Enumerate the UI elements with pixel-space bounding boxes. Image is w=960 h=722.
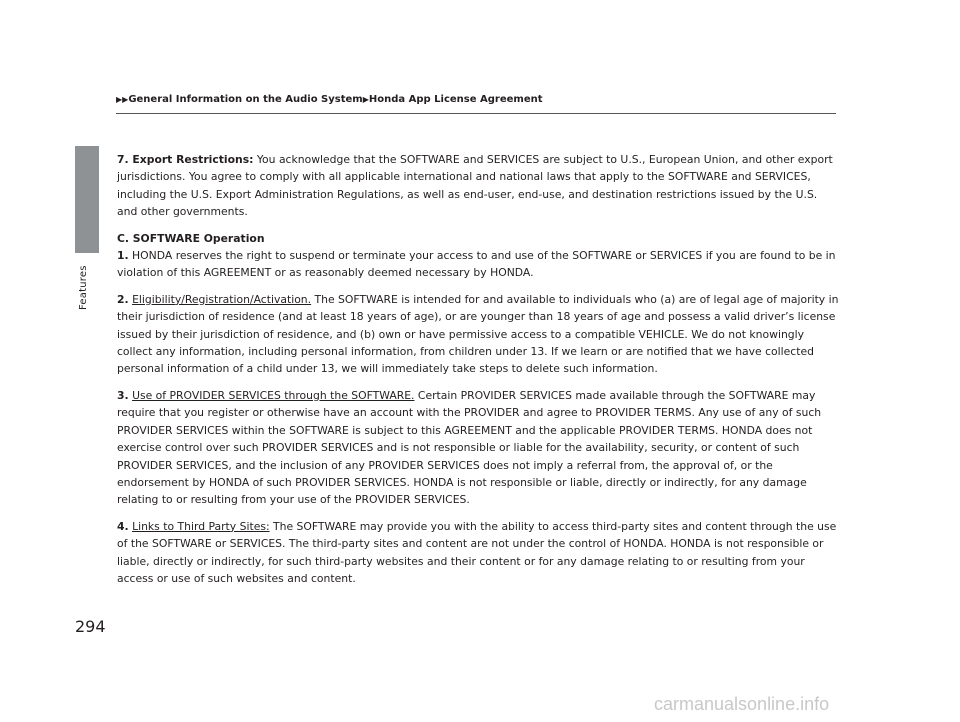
section-c4: 4. Links to Third Party Sites: The SOFTWARE may provide you with the ability to access third-party sites and content through the use of the SOFTWARE or SERVICES. The third-party sites and content are not under the control of HONDA. HONDA is not responsible or liable, directly or indirectly, for such third-party websites and their content or for any damage relating to or resulting from your access or use of such websites and content. — [117, 519, 837, 585]
section-label: Features — [78, 265, 89, 310]
provider-services-link: Use of PROVIDER SERVICES through the SOFTWARE. — [132, 388, 415, 402]
third-party-link: Links to Third Party Sites: — [132, 519, 270, 533]
breadcrumb — [116, 94, 543, 105]
section-tab — [75, 146, 99, 253]
breadcrumb-separator-icon: ▶ — [362, 94, 369, 104]
watermark: carmanualsonline.info — [654, 694, 830, 714]
section-heading: C. SOFTWARE Operation — [117, 231, 265, 245]
breadcrumb-arrow-icon: ▶▶ — [116, 94, 129, 104]
breadcrumb-level2[interactable]: Honda App License Agreement — [368, 94, 543, 105]
section-7: 7. Export Restrictions: You acknowledge that the SOFTWARE and SERVICES are subject to U.S., European Union, and other export jurisdictions. You agree to comply with all applicable international and national laws that apply to the SOFTWARE and SERVICES, including the U.S. Export Administration Regulations, as well as end-user, end-use, and destination restrictions issued by the U.S. and other governments. — [117, 153, 833, 219]
page-number: 294 — [75, 617, 106, 636]
document-body — [117, 151, 839, 596]
eligibility-link: Eligibility/Registration/Activation. — [132, 292, 312, 306]
header-divider — [116, 113, 836, 114]
section-c3: 3. Use of PROVIDER SERVICES through the SOFTWARE. Certain PROVIDER SERVICES made available through the SOFTWARE may require that you register or otherwise have an account with the PROVIDER and agree to PROVIDER TERMS. Any use of any of such PROVIDER SERVICES within the SOFTWARE is subject to this AGREEMENT and the applicable PROVIDER TERMS. HONDA does not exercise control over such PROVIDER SERVICES and is not responsible or liable for the availability, security, or content of such PROVIDER SERVICES, and the inclusion of any PROVIDER SERVICES does not imply a referral from, the approval of, or the endorsement by HONDA of such PROVIDER SERVICES. HONDA is not responsible or liable, directly or indirectly, for any damage relating to or resulting from your use of the PROVIDER SERVICES. — [117, 388, 822, 507]
section-c2: 2. Eligibility/Registration/Activation. The SOFTWARE is intended for and available to individuals who (a) are of legal age of majority in their jurisdiction of residence (and at least 18 years of age), or are younger than 18 years of age and possess a valid driver’s license issued by their jurisdiction of residence, and (b) own or have permissive access to a compatible VEHICLE. We do not knowingly collect any information, including personal information, from children under 13. If we learn or are notified that we have collected personal information of a child under 13, we will immediately take steps to delete such information. — [117, 292, 839, 376]
section-c: C. SOFTWARE Operation 1. HONDA reserves the right to suspend or terminate your access to and use of the SOFTWARE or SERVICES if you are found to be in violation of this AGREEMENT or as reasonably deemed necessary by HONDA. — [117, 231, 836, 280]
breadcrumb-level1[interactable]: General Information on the Audio System — [128, 94, 363, 105]
